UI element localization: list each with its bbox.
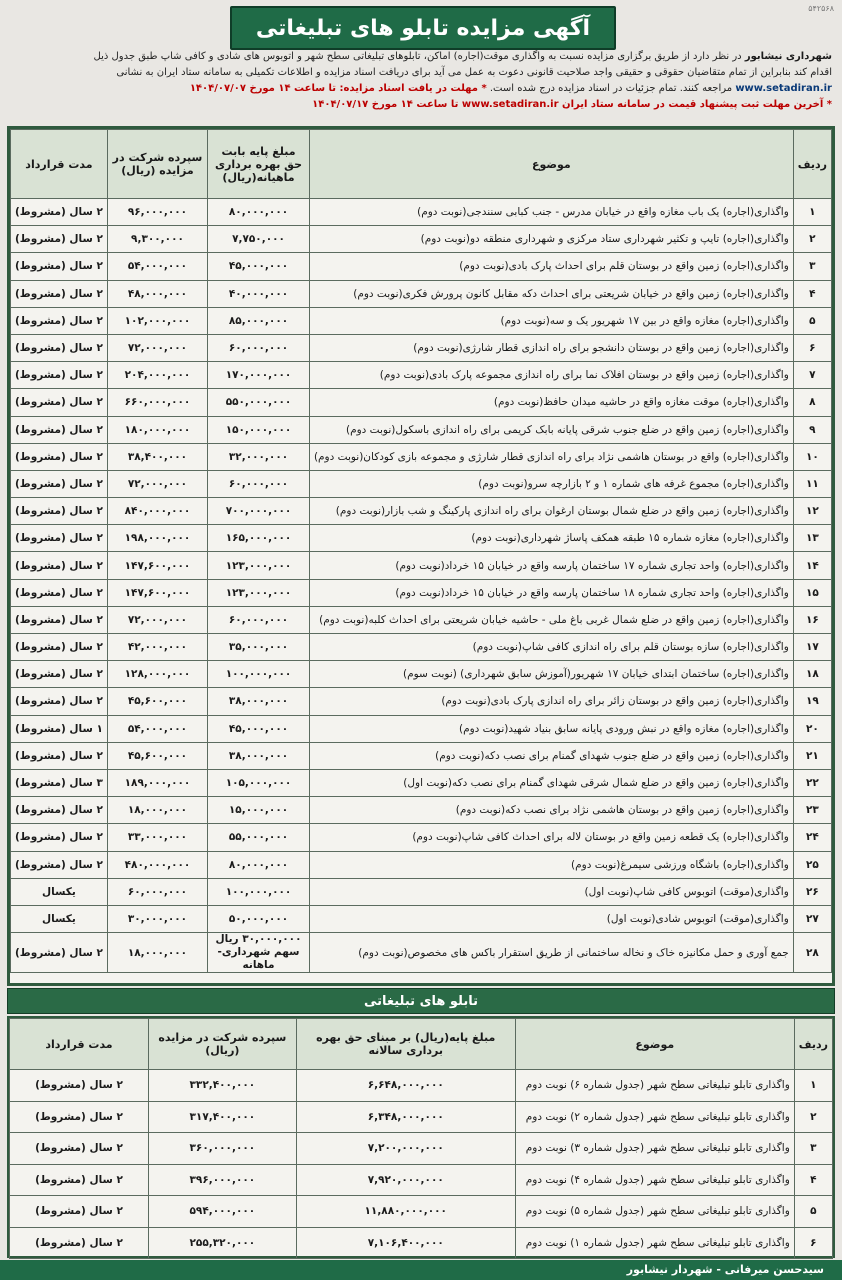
row-number: ۵: [793, 307, 831, 334]
row-subject: واگذاری تابلو تبلیغاتی سطح شهر (جدول شماره ۲) نوبت دوم: [515, 1101, 794, 1133]
row-duration: ۲ سال (مشروط): [11, 552, 108, 579]
row-subject: واگذاری(اجاره) واقع در بوستان هاشمی نژاد برای راه اندازی قطار شارژی و مجموعه بازی کودکان(نوبت دوم): [309, 443, 793, 470]
table-row: [11, 253, 832, 280]
row-deposit: ۴۵,۶۰۰,۰۰۰: [107, 742, 207, 769]
leases-table-body: [11, 199, 832, 973]
row-deposit: ۳۶۰,۰۰۰,۰۰۰: [149, 1133, 297, 1165]
row-deposit: ۱۹۸,۰۰۰,۰۰۰: [107, 525, 207, 552]
row-duration: ۲ سال (مشروط): [11, 226, 108, 253]
row-subject: واگذاری تابلو تبلیغاتی سطح شهر (جدول شماره ۱) نوبت دوم: [515, 1227, 794, 1259]
row-subject: واگذاری تابلو تبلیغاتی سطح شهر (جدول شماره ۴) نوبت دوم: [515, 1164, 794, 1196]
row-deposit: ۴۸۰,۰۰۰,۰۰۰: [107, 851, 207, 878]
row-number: ۱۸: [793, 661, 831, 688]
row-deposit: ۱۴۷,۶۰۰,۰۰۰: [107, 552, 207, 579]
table-row: [11, 470, 832, 497]
row-subject: واگذاری(اجاره) زمین واقع در ضلع شمال غربی باغ ملی - حاشیه خیابان شریعتی برای احداث کلبه(نوبت دوم): [309, 606, 793, 633]
table-row: [11, 552, 832, 579]
row-number: ۲۳: [793, 797, 831, 824]
row-deposit: ۳۳,۰۰۰,۰۰۰: [107, 824, 207, 851]
row-number: ۱۷: [793, 634, 831, 661]
row-subject: واگذاری(موقت) اتوبوس شادی(نوبت اول): [309, 905, 793, 932]
row-duration: ۲ سال (مشروط): [10, 1070, 149, 1102]
row-number: ۷: [793, 362, 831, 389]
table-row: [11, 661, 832, 688]
row-base-price: ۳۸,۰۰۰,۰۰۰: [208, 742, 310, 769]
row-duration: یکسال: [11, 878, 108, 905]
row-base-price: ۱۶۵,۰۰۰,۰۰۰: [208, 525, 310, 552]
table-row: [11, 742, 832, 769]
row-base-price: ۳۰,۰۰۰,۰۰۰ ریال سهم شهرداری- ماهانه: [208, 933, 310, 973]
table-row: [11, 280, 832, 307]
row-deposit: ۳۸,۴۰۰,۰۰۰: [107, 443, 207, 470]
row-duration: ۲ سال (مشروط): [11, 525, 108, 552]
bid-deadline: * آخرین مهلت ثبت پیشنهاد قیمت در سامانه ستاد ایران www.setadiran.ir تا ساعت ۱۴ مورخ ۱۴۰۴/۰۷/۱۷: [312, 99, 832, 110]
notice-title: آگهی مزایده تابلو های تبلیغاتی: [255, 15, 591, 41]
row-base-price: ۱۰۵,۰۰۰,۰۰۰: [208, 769, 310, 796]
row-duration: ۲ سال (مشروط): [11, 742, 108, 769]
row-subject: واگذاری(اجاره) زمین واقع در بوستان زائر برای راه اندازی پارک بادی(نوبت دوم): [309, 688, 793, 715]
row-number: ۲۵: [793, 851, 831, 878]
row-duration: ۲ سال (مشروط): [11, 470, 108, 497]
header-deposit: سپرده شرکت در مزایده (ریال): [149, 1019, 297, 1070]
row-number: ۱۴: [793, 552, 831, 579]
row-subject: واگذاری(اجاره) زمین واقع در ضلع جنوب شهدای گمنام برای نصب دکه(نوبت دوم): [309, 742, 793, 769]
table-row: [10, 1070, 833, 1102]
row-duration: ۲ سال (مشروط): [11, 797, 108, 824]
row-deposit: ۴۲,۰۰۰,۰۰۰: [107, 634, 207, 661]
row-base-price: ۴۵,۰۰۰,۰۰۰: [208, 253, 310, 280]
row-subject: واگذاری(اجاره) زمین واقع در خیابان شریعتی برای احداث دکه مقابل کانون پرورش فکری(نوبت دوم): [309, 280, 793, 307]
row-duration: ۲ سال (مشروط): [11, 634, 108, 661]
row-number: ۸: [793, 389, 831, 416]
row-subject: واگذاری(اجاره) یک باب مغازه واقع در خیابان مدرس - جنب کبابی سنندجی(نوبت دوم): [309, 199, 793, 226]
row-base-price: ۸۰,۰۰۰,۰۰۰: [208, 199, 310, 226]
row-duration: ۲ سال (مشروط): [11, 824, 108, 851]
row-number: ۶: [793, 334, 831, 361]
table-row: [11, 715, 832, 742]
row-number: ۱۱: [793, 470, 831, 497]
row-deposit: ۷۲,۰۰۰,۰۰۰: [107, 334, 207, 361]
row-deposit: ۳۱۷,۴۰۰,۰۰۰: [149, 1101, 297, 1133]
row-subject: واگذاری تابلو تبلیغاتی سطح شهر (جدول شماره ۵) نوبت دوم: [515, 1196, 794, 1228]
row-base-price: ۶۰,۰۰۰,۰۰۰: [208, 334, 310, 361]
row-base-price: ۶,۶۴۸,۰۰۰,۰۰۰: [296, 1070, 515, 1102]
table-row: [11, 579, 832, 606]
header-base-price: مبلغ پایه بابت حق بهره برداری ماهیانه(ریال): [208, 130, 310, 199]
row-number: ۲۷: [793, 905, 831, 932]
table-row: [11, 226, 832, 253]
organization-name: شهرداری نیشابور: [744, 51, 832, 62]
row-number: ۳: [793, 253, 831, 280]
row-deposit: ۵۴,۰۰۰,۰۰۰: [107, 253, 207, 280]
row-deposit: ۱۰۲,۰۰۰,۰۰۰: [107, 307, 207, 334]
leases-table-header: [11, 130, 832, 199]
row-base-price: ۳۸,۰۰۰,۰۰۰: [208, 688, 310, 715]
row-base-price: ۳۲,۰۰۰,۰۰۰: [208, 443, 310, 470]
row-duration: ۲ سال (مشروط): [11, 606, 108, 633]
table-row: [11, 362, 832, 389]
table-row: [11, 933, 832, 973]
table-row: [11, 525, 832, 552]
row-base-price: ۶۰,۰۰۰,۰۰۰: [208, 606, 310, 633]
row-subject: واگذاری تابلو تبلیغاتی سطح شهر (جدول شماره ۶) نوبت دوم: [515, 1070, 794, 1102]
row-deposit: ۹۶,۰۰۰,۰۰۰: [107, 199, 207, 226]
table-row: [11, 769, 832, 796]
row-duration: ۲ سال (مشروط): [11, 661, 108, 688]
row-duration: ۲ سال (مشروط): [11, 851, 108, 878]
row-subject: واگذاری(موقت) اتوبوس کافی شاپ(نوبت اول): [309, 878, 793, 905]
table-row: [11, 905, 832, 932]
header-num: ردیف: [794, 1019, 832, 1070]
row-deposit: ۳۹۶,۰۰۰,۰۰۰: [149, 1164, 297, 1196]
row-base-price: ۸۰,۰۰۰,۰۰۰: [208, 851, 310, 878]
billboards-table-header: [10, 1019, 833, 1070]
row-base-price: ۱۰۰,۰۰۰,۰۰۰: [208, 661, 310, 688]
row-base-price: ۶۰,۰۰۰,۰۰۰: [208, 470, 310, 497]
row-number: ۹: [793, 416, 831, 443]
table-row: [11, 334, 832, 361]
table-row: [10, 1133, 833, 1165]
row-base-price: ۵۰,۰۰۰,۰۰۰: [208, 905, 310, 932]
row-subject: واگذاری(اجاره) مغازه شماره ۱۵ طبقه همکف پاساژ شهرداری(نوبت دوم): [309, 525, 793, 552]
row-subject: واگذاری(اجاره) ساختمان ابتدای خیابان ۱۷ شهریور(آموزش سابق شهرداری) (نوبت سوم): [309, 661, 793, 688]
row-duration: ۲ سال (مشروط): [10, 1101, 149, 1133]
header-num: ردیف: [793, 130, 831, 199]
table-row: [11, 606, 832, 633]
row-base-price: ۵۵,۰۰۰,۰۰۰: [208, 824, 310, 851]
row-number: ۴: [793, 280, 831, 307]
row-deposit: ۱۸,۰۰۰,۰۰۰: [107, 797, 207, 824]
row-duration: ۲ سال (مشروط): [10, 1227, 149, 1259]
table-row: [11, 797, 832, 824]
intro-text-2: اقدام کند بنابراین از تمام متقاضیان حقوقی و حقیقی واجد صلاحیت قانونی دعوت به عمل می آید برای دریافت اسناد مزایده و اطلاعات تکمیلی به سامانه ستاد ایران به نشانی: [116, 67, 832, 78]
row-deposit: ۷۲,۰۰۰,۰۰۰: [107, 606, 207, 633]
row-number: ۱۹: [793, 688, 831, 715]
table-row: [11, 634, 832, 661]
intro-line-4: [10, 98, 832, 112]
row-number: ۱۶: [793, 606, 831, 633]
intro-line-2: [10, 66, 832, 80]
row-subject: واگذاری(اجاره) زمین واقع در ضلع جنوب شرقی پایانه بابک کریمی برای راه اندازی باسکول(نوبت دوم): [309, 416, 793, 443]
billboards-table-body: [10, 1070, 833, 1259]
row-number: ۴: [794, 1164, 832, 1196]
row-subject: جمع آوری و حمل مکانیزه خاک و نخاله ساختمانی از طریق استقرار باکس های مخصوص(نوبت دوم): [309, 933, 793, 973]
row-number: ۲۶: [793, 878, 831, 905]
row-subject: واگذاری(اجاره) زمین واقع در بوستان قلم برای احداث پارک بادی(نوبت دوم): [309, 253, 793, 280]
table-row: [11, 851, 832, 878]
document-deadline: * مهلت در یافت اسناد مزایده: تا ساعت ۱۴ مورخ ۱۴۰۴/۰۷/۰۷: [189, 83, 487, 94]
header-duration: مدت قرارداد: [11, 130, 108, 199]
row-base-price: ۱۵۰,۰۰۰,۰۰۰: [208, 416, 310, 443]
row-base-price: ۱۱,۸۸۰,۰۰۰,۰۰۰: [296, 1196, 515, 1228]
header-subject: موضوع: [309, 130, 793, 199]
row-deposit: ۴۵,۶۰۰,۰۰۰: [107, 688, 207, 715]
table-row: [11, 824, 832, 851]
table-row: [10, 1164, 833, 1196]
row-duration: ۲ سال (مشروط): [11, 280, 108, 307]
row-base-price: ۴۰,۰۰۰,۰۰۰: [208, 280, 310, 307]
row-subject: واگذاری(اجاره) زمین واقع در ضلع شمال بوستان ارغوان برای راه اندازی پارکینگ و شب بازار(نوبت دوم): [309, 498, 793, 525]
row-base-price: ۱۲۳,۰۰۰,۰۰۰: [208, 579, 310, 606]
mayor-signature: سیدحسن میرفانی - شهردار نیشابور: [626, 1263, 824, 1276]
row-deposit: ۵۹۴,۰۰۰,۰۰۰: [149, 1196, 297, 1228]
row-duration: ۲ سال (مشروط): [11, 688, 108, 715]
billboards-table: [9, 1018, 833, 1259]
row-subject: واگذاری(اجاره) زمین واقع در بوستان افلاک نما برای راه اندازی مجموعه پارک بادی(نوبت دوم): [309, 362, 793, 389]
row-subject: واگذاری(اجاره) واحد تجاری شماره ۱۸ ساختمان پارسه واقع در خیابان ۱۵ خرداد(نوبت دوم): [309, 579, 793, 606]
row-subject: واگذاری(اجاره) زمین واقع در بوستان دانشجو برای راه اندازی قطار شارژی(نوبت دوم): [309, 334, 793, 361]
row-deposit: ۱۴۷,۶۰۰,۰۰۰: [107, 579, 207, 606]
row-base-price: ۱۰۰,۰۰۰,۰۰۰: [208, 878, 310, 905]
row-base-price: ۴۵,۰۰۰,۰۰۰: [208, 715, 310, 742]
row-number: ۶: [794, 1227, 832, 1259]
table-row: [10, 1101, 833, 1133]
table-row: [10, 1227, 833, 1259]
row-number: ۲: [794, 1101, 832, 1133]
row-duration: ۲ سال (مشروط): [11, 362, 108, 389]
row-subject: واگذاری(اجاره) واحد تجاری شماره ۱۷ ساختمان پارسه واقع در خیابان ۱۵ خرداد(نوبت دوم): [309, 552, 793, 579]
row-number: ۲۴: [793, 824, 831, 851]
row-deposit: ۱۸۹,۰۰۰,۰۰۰: [107, 769, 207, 796]
row-number: ۱۵: [793, 579, 831, 606]
row-deposit: ۳۳۲,۴۰۰,۰۰۰: [149, 1070, 297, 1102]
row-subject: واگذاری(اجاره) مجموع غرفه های شماره ۱ و ۲ بازارچه سرو(نوبت دوم): [309, 470, 793, 497]
leases-table: [10, 129, 832, 973]
row-duration: ۲ سال (مشروط): [11, 253, 108, 280]
page-corner-code: ۵۴۲۵۶۸: [808, 4, 834, 13]
row-subject: واگذاری(اجاره) مغازه واقع در بین ۱۷ شهریور یک و سه(نوبت دوم): [309, 307, 793, 334]
row-base-price: ۱۷۰,۰۰۰,۰۰۰: [208, 362, 310, 389]
row-number: ۲۸: [793, 933, 831, 973]
row-base-price: ۶,۳۴۸,۰۰۰,۰۰۰: [296, 1101, 515, 1133]
row-deposit: ۱۸۰,۰۰۰,۰۰۰: [107, 416, 207, 443]
row-duration: ۲ سال (مشروط): [11, 199, 108, 226]
billboards-section-title: تابلو های تبلیغاتی: [7, 988, 835, 1014]
row-base-price: ۸۵,۰۰۰,۰۰۰: [208, 307, 310, 334]
row-deposit: ۱۲۸,۰۰۰,۰۰۰: [107, 661, 207, 688]
header-base-price: مبلغ پایه(ریال) بر مبنای حق بهره برداری سالانه: [296, 1019, 515, 1070]
row-base-price: ۷,۹۲۰,۰۰۰,۰۰۰: [296, 1164, 515, 1196]
signature-footer: [0, 1260, 842, 1280]
header-subject: موضوع: [515, 1019, 794, 1070]
row-deposit: ۴۸,۰۰۰,۰۰۰: [107, 280, 207, 307]
row-base-price: ۷,۱۰۶,۴۰۰,۰۰۰: [296, 1227, 515, 1259]
table-row: [11, 389, 832, 416]
row-duration: ۱ سال (مشروط): [11, 715, 108, 742]
row-duration: ۲ سال (مشروط): [10, 1164, 149, 1196]
row-deposit: ۳۰,۰۰۰,۰۰۰: [107, 905, 207, 932]
row-number: ۱۳: [793, 525, 831, 552]
table-row: [11, 199, 832, 226]
row-base-price: ۳۵,۰۰۰,۰۰۰: [208, 634, 310, 661]
row-deposit: ۵۴,۰۰۰,۰۰۰: [107, 715, 207, 742]
row-duration: یکسال: [11, 905, 108, 932]
table-row: [10, 1196, 833, 1228]
row-deposit: ۲۵۵,۳۲۰,۰۰۰: [149, 1227, 297, 1259]
row-base-price: ۷۰۰,۰۰۰,۰۰۰: [208, 498, 310, 525]
table-row: [11, 878, 832, 905]
table-row: [11, 416, 832, 443]
row-duration: ۲ سال (مشروط): [11, 498, 108, 525]
table-row: [11, 307, 832, 334]
row-number: ۳: [794, 1133, 832, 1165]
row-number: ۱: [793, 199, 831, 226]
row-base-price: ۷,۷۵۰,۰۰۰: [208, 226, 310, 253]
intro-text-1: در نظر دارد از طریق برگزاری مزایده نسبت به واگذاری موقت(اجاره) اماکن، تابلوهای تبلیغاتی سطح شهر و اتوبوس های شادی و کافی شاپ طبق جدول ذیل: [93, 51, 742, 62]
row-subject: واگذاری تابلو تبلیغاتی سطح شهر (جدول شماره ۳) نوبت دوم: [515, 1133, 794, 1165]
row-deposit: ۹,۳۰۰,۰۰۰: [107, 226, 207, 253]
row-base-price: ۱۲۳,۰۰۰,۰۰۰: [208, 552, 310, 579]
row-deposit: ۶۶۰,۰۰۰,۰۰۰: [107, 389, 207, 416]
row-deposit: ۱۸,۰۰۰,۰۰۰: [107, 933, 207, 973]
row-deposit: ۲۰۴,۰۰۰,۰۰۰: [107, 362, 207, 389]
row-duration: ۲ سال (مشروط): [11, 443, 108, 470]
intro-text: [10, 50, 832, 112]
row-number: ۱۰: [793, 443, 831, 470]
row-number: ۵: [794, 1196, 832, 1228]
row-duration: ۲ سال (مشروط): [11, 416, 108, 443]
row-deposit: ۸۴۰,۰۰۰,۰۰۰: [107, 498, 207, 525]
intro-line-3: [10, 82, 832, 96]
row-number: ۲۱: [793, 742, 831, 769]
row-duration: ۲ سال (مشروط): [10, 1133, 149, 1165]
row-number: ۱۲: [793, 498, 831, 525]
row-duration: ۲ سال (مشروط): [11, 579, 108, 606]
row-base-price: ۵۵۰,۰۰۰,۰۰۰: [208, 389, 310, 416]
row-duration: ۲ سال (مشروط): [11, 933, 108, 973]
row-subject: واگذاری(اجاره) مغازه واقع در نبش ورودی پایانه سابق بنیاد شهید(نوبت دوم): [309, 715, 793, 742]
header-deposit: سپرده شرکت در مزایده (ریال): [107, 130, 207, 199]
billboards-table-container: [7, 1016, 835, 1258]
row-base-price: ۷,۲۰۰,۰۰۰,۰۰۰: [296, 1133, 515, 1165]
row-subject: واگذاری(اجاره) سازه بوستان قلم برای راه اندازی کافی شاپ(نوبت دوم): [309, 634, 793, 661]
leases-table-container: [7, 126, 835, 986]
row-duration: ۲ سال (مشروط): [11, 334, 108, 361]
notice-title-banner: [230, 6, 616, 50]
intro-line-1: [10, 50, 832, 64]
row-deposit: ۷۲,۰۰۰,۰۰۰: [107, 470, 207, 497]
row-duration: ۲ سال (مشروط): [11, 389, 108, 416]
row-subject: واگذاری(اجاره) باشگاه ورزشی سیمرغ(نوبت دوم): [309, 851, 793, 878]
intro-text-3: مراجعه کنند. تمام جزئیات در اسناد مزایده درج شده است.: [489, 83, 733, 94]
row-number: ۲۰: [793, 715, 831, 742]
row-duration: ۳ سال (مشروط): [11, 769, 108, 796]
table-row: [11, 498, 832, 525]
row-number: ۲: [793, 226, 831, 253]
row-number: ۱: [794, 1070, 832, 1102]
row-number: ۲۲: [793, 769, 831, 796]
table-row: [11, 443, 832, 470]
setadiran-link[interactable]: www.setadiran.ir: [735, 83, 832, 94]
row-subject: واگذاری(اجاره) یک قطعه زمین واقع در بوستان لاله برای احداث کافی شاپ(نوبت دوم): [309, 824, 793, 851]
table-row: [11, 688, 832, 715]
row-duration: ۲ سال (مشروط): [10, 1196, 149, 1228]
row-subject: واگذاری(اجاره) زمین واقع در ضلع شمال شرقی شهدای گمنام برای نصب دکه(نوبت اول): [309, 769, 793, 796]
row-duration: ۲ سال (مشروط): [11, 307, 108, 334]
row-base-price: ۱۵,۰۰۰,۰۰۰: [208, 797, 310, 824]
row-deposit: ۶۰,۰۰۰,۰۰۰: [107, 878, 207, 905]
row-subject: واگذاری(اجاره) تایپ و تکثیر شهرداری ستاد مرکزی و شهرداری منطقه دو(نوبت دوم): [309, 226, 793, 253]
row-subject: واگذاری(اجاره) زمین واقع در بوستان هاشمی نژاد برای نصب دکه(نوبت دوم): [309, 797, 793, 824]
row-subject: واگذاری(اجاره) موقت مغازه واقع در حاشیه میدان حافظ(نوبت دوم): [309, 389, 793, 416]
header-duration: مدت قرارداد: [10, 1019, 149, 1070]
